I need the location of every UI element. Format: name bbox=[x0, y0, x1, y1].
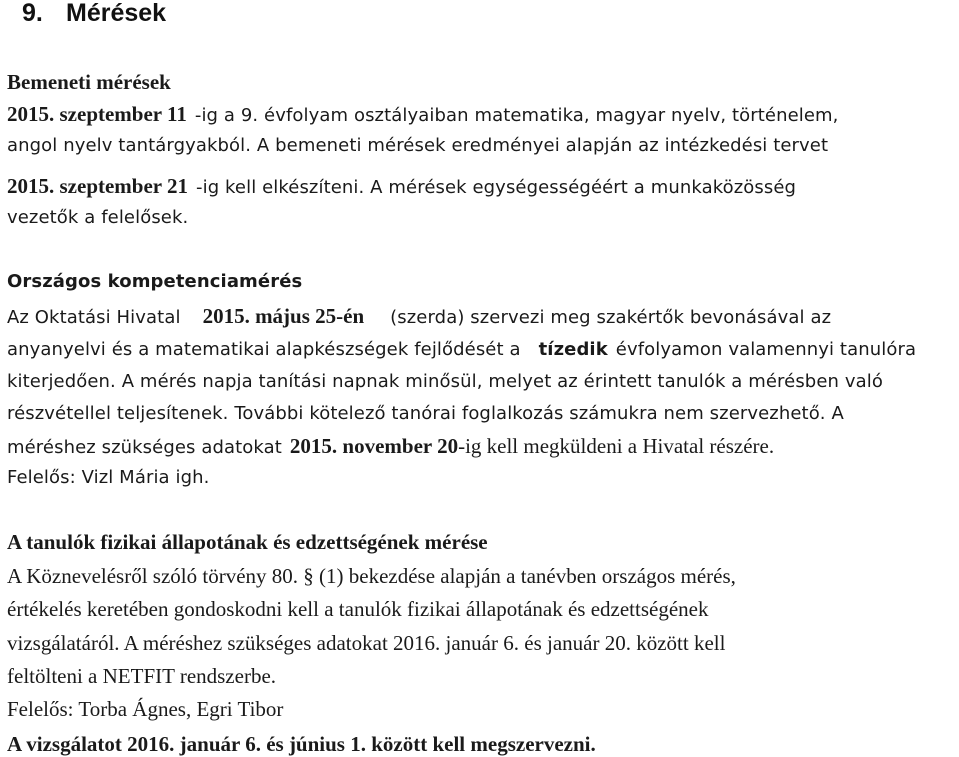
kompetencia-line-4: részvétellel teljesítenek. További kötelező tanórai foglalkozás számukra nem szervezhető. A bbox=[7, 403, 844, 424]
fizikai-title: A tanulók fizikai állapotának és edzettségének mérése bbox=[7, 530, 488, 554]
bemeneti-date-1: 2015. szeptember 11 bbox=[7, 102, 187, 126]
bemeneti-line-4: vezetők a felelősek. bbox=[7, 207, 189, 228]
fizikai-line-1: A Köznevelésről szóló törvény 80. § (1) bekezdése alapján a tanévben országos mérés, bbox=[7, 564, 736, 588]
fizikai-deadline: A vizsgálatot 2016. január 6. és június 1. között kell megszervezni. bbox=[7, 732, 596, 756]
kompetencia-text-2a: anyanyelvi és a matematikai alapkészségek fejlődését a bbox=[7, 339, 521, 360]
kompetencia-line-3: kiterjedően. A mérés napja tanítási napnak minősül, melyet az érintett tanulók a mérésben való bbox=[7, 371, 883, 392]
kompetencia-line-2 bbox=[7, 336, 916, 362]
fizikai-line-4: feltölteni a NETFIT rendszerbe. bbox=[7, 664, 277, 688]
bemeneti-text-1: -ig a 9. évfolyam osztályaiban matematika, magyar nyelv, történelem, bbox=[194, 105, 839, 126]
fizikai-responsible: Felelős: Torba Ágnes, Egri Tibor bbox=[7, 697, 284, 721]
bemeneti-line-1 bbox=[7, 102, 839, 128]
kompetencia-text-2b: évfolyamon valamennyi tanulóra bbox=[615, 339, 917, 360]
bemeneti-title: Bemeneti mérések bbox=[7, 70, 171, 94]
kompetencia-bold-2: tízedik bbox=[538, 339, 608, 360]
bemeneti-text-3: -ig kell elkészíteni. A mérések egységességéért a munkaközösség bbox=[196, 177, 797, 198]
fizikai-line-2: értékelés keretében gondoskodni kell a tanulók fizikai állapotának és edzettségének bbox=[7, 597, 709, 621]
kompetencia-date-1: 2015. május 25-én bbox=[202, 304, 365, 328]
bemeneti-date-2: 2015. szeptember 21 bbox=[7, 174, 188, 198]
fizikai-line-3: vizsgálatáról. A méréshez szükséges adatokat 2016. január 6. és január 20. között kell bbox=[7, 631, 726, 655]
kompetencia-line-1 bbox=[7, 304, 831, 330]
kompetencia-date-5: 2015. november 20 bbox=[289, 434, 459, 458]
section-heading bbox=[22, 0, 166, 27]
bemeneti-line-2: angol nyelv tantárgyakból. A bemeneti mérések eredményei alapján az intézkedési tervet bbox=[7, 135, 829, 156]
kompetencia-text-5b: -ig kell megküldeni a Hivatal részére. bbox=[458, 434, 775, 458]
kompetencia-line-5 bbox=[7, 434, 774, 460]
kompetencia-title: Országos kompetenciamérés bbox=[7, 271, 303, 292]
section-title: Mérések bbox=[66, 0, 167, 27]
kompetencia-text-1b: (szerda) szervezi meg szakértők bevonásával az bbox=[390, 307, 832, 328]
kompetencia-text-1a: Az Oktatási Hivatal bbox=[7, 307, 181, 328]
kompetencia-text-5a: méréshez szükséges adatokat bbox=[7, 437, 282, 458]
bemeneti-line-3 bbox=[7, 174, 796, 200]
kompetencia-responsible: Felelős: Vizl Mária igh. bbox=[7, 467, 210, 488]
section-number: 9. bbox=[22, 0, 43, 27]
